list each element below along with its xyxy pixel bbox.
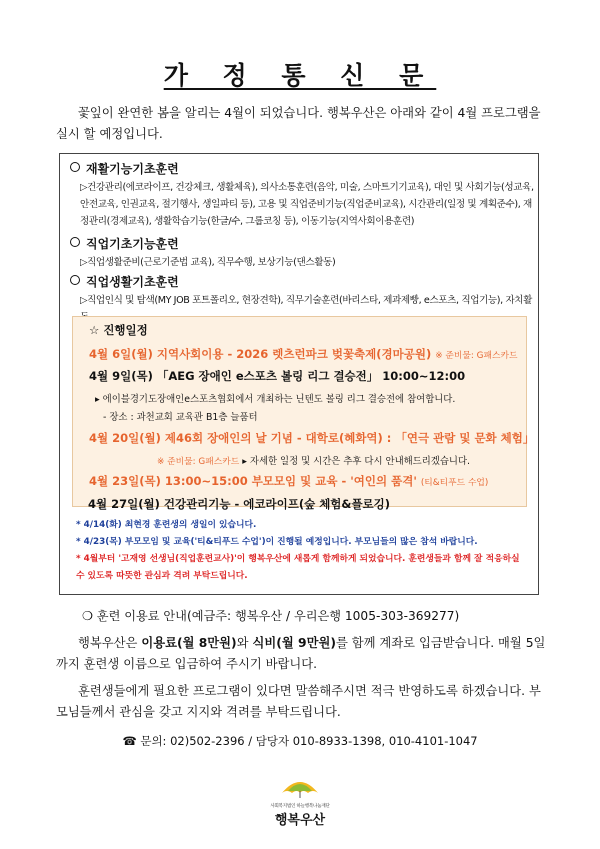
schedule-title: ☆ 진행일정 [89,323,148,337]
closing-paragraph: 훈련생들에게 필요한 프로그램이 있다면 말씀해주시면 적극 반영하도록 하겠습니다. 부모님들께서 관심을 갖고 지지와 격려를 부탁드립니다. [56,684,541,719]
schedule-detail: ※ 준비물: G패스카드 ▸ 자세한 일정 및 시간은 추후 다시 안내해드리겠습니다. [157,456,471,467]
fee-info-heading: ❍ 훈련 이용료 안내(예금주: 행복우산 / 우리은행 1005-303-369277) [82,609,460,623]
section-body: ▷건강관리(에코라이프, 건강체크, 생활체육), 의사소통훈련(음악, 미술, 스마트기기교육), 대인 및 사회기능(성교육, 안전교육, 인권교육, 절기행사, 생일파티 등), 고용 및 직업준비기능(직업준비교육), 시간관리(일정 및 계획준수), 재정관리(경제교육), 생활학습기능(한글/수, 그룹코칭 등), 이동기능(지역사회이용훈련) [80,182,534,227]
notes-list [76,517,531,585]
logo-org: 사회복지법인 하늘행복나눔재단 [270,804,330,809]
logo [265,777,335,839]
section-body: ▷직업인식 및 탐색(MY JOB 포트폴리오, 현장견학), 직무기술훈련(바리스타, 제과제빵, e스포츠, 직업기능), 자치활 [80,295,533,306]
section-body: ▷직업생활준비(근로기준법 교육), 직무수행, 보상기능(댄스활동) [80,257,336,268]
contact-line: ☎ 문의: 02)502-2396 / 담당자 010-8933-1398, 010-4101-1047 [122,734,478,748]
circle-icon [70,162,80,172]
note-item: * 4월부터 '고재영 선생님(직업훈련교사)'이 행복우산에 새롭게 함께하게 되었습니다. 훈련생들과 함께 잘 적응하실 수 있도록 따뜻한 관심과 격려 부탁드립니다. [76,554,520,581]
section-heading: 직업생활기초훈련 [70,273,179,290]
section-heading: 직업기초기능훈련 [70,235,179,252]
note-item: * 4/14(화) 최현경 훈련생의 생일이 있습니다. [76,520,257,530]
schedule-item: 4월 23일(목) 13:00~15:00 부모모임 및 교육 - '여인의 품격' (티&티푸드 수업) [89,474,489,488]
umbrella-icon [280,777,320,799]
page-title: 가 정 통 신 문 [163,61,437,90]
schedule-item: 4월 9일(목) 「AEG 장애인 e스포츠 볼링 리그 결승전」 10:00~12:00 [89,369,466,383]
schedule-detail: - 장소 : 과천교회 교육관 B1층 늘품터 [103,412,258,423]
schedule-detail: ▸ 에이블경기도장애인e스포츠협회에서 개최하는 닌텐도 볼링 리그 결승전에 참여합니다. [95,394,456,405]
logo-name: 행복우산 [274,813,326,828]
fee-paragraph: 행복우산은 이용료(월 8만원)와 식비(월 9만원)를 함께 계좌로 입금받습니다. 매월 5일까지 훈련생 이름으로 입금하여 주시기 바랍니다. [56,636,546,671]
intro-paragraph: 꽃잎이 완연한 봄을 알리는 4월이 되었습니다. 행복우산은 아래와 같이 4월 프로그램을 실시 할 예정입니다. [56,106,541,141]
note-item: * 4/23(목) 부모모임 및 교육('티&티푸드 수업')이 진행될 예정입니다. 부모님들의 많은 참석 바랍니다. [76,537,478,547]
schedule-panel [72,316,535,507]
schedule-item-last: 4월 27일(월) 건강관리기능 - 에코라이프(숲 체험&플로깅) [88,497,391,511]
circle-icon [70,275,80,285]
schedule-item: 4월 6일(월) 지역사회이용 - 2026 렛츠런파크 벚꽃축제(경마공원) ※ 준비물: G패스카드 [89,347,518,361]
schedule-item: 4월 20일(월) 제46회 장애인의 날 기념 - 대학로(혜화역) : 「연극 관람 및 문화 체험」 [89,431,535,445]
circle-icon [70,237,80,247]
section-heading: 재활기능기초훈련 [70,160,179,177]
